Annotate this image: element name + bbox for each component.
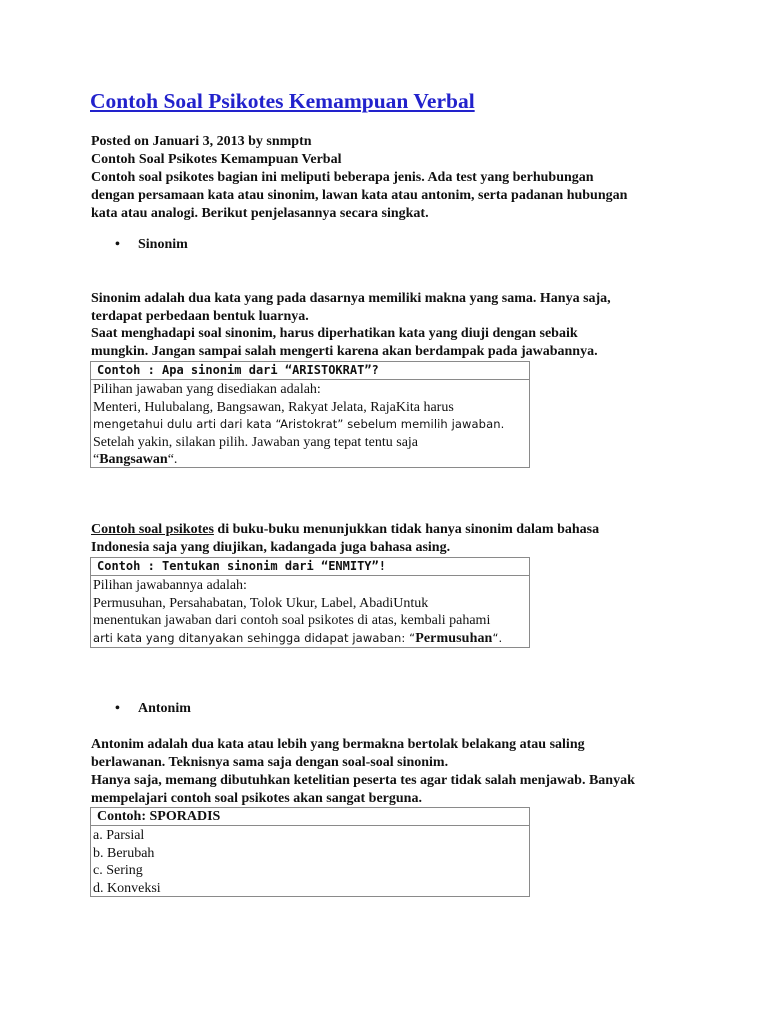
answer-text: Permusuhan [415, 630, 493, 646]
quote-open: “ [93, 452, 100, 467]
option-item: a. Parsial [93, 828, 145, 843]
example-box-line: Pilihan jawabannya adalah: [93, 578, 247, 593]
example-box-heading: Contoh : Tentukan sinonim dari “ENMITY”! [91, 558, 529, 576]
option-item: c. Sering [93, 863, 143, 878]
intro-paragraph-line-2: dengan persamaan kata atau sinonim, lawan kata atau antonim, serta padanan hubungan [91, 188, 628, 203]
example-box-line: mengetahui dulu arti dari kata “Aristokrat” sebelum memilih jawaban. [93, 417, 505, 431]
subtitle-line: Contoh Soal Psikotes Kemampuan Verbal [91, 152, 342, 167]
antonim-paragraph-line-3: Hanya saja, memang dibutuhkan ketelitian peserta tes agar tidak salah menjawab. Banyak [91, 773, 635, 788]
example-box-line: Setelah yakin, silakan pilih. Jawaban yang tepat tentu saja [93, 434, 419, 450]
bullet-icon: • [115, 701, 120, 716]
sinonim-paragraph2-line-1 [91, 521, 599, 538]
example-box-answer-line [93, 451, 527, 469]
option-item: d. Konveksi [93, 880, 161, 896]
example-box-heading: Contoh: SPORADIS [91, 808, 529, 826]
posted-line: Posted on Januari 3, 2013 by snmptn [91, 134, 312, 149]
section-heading-antonim: Antonim [138, 701, 191, 716]
example-box-line: Pilihan jawaban yang disediakan adalah: [93, 382, 321, 397]
option-item: b. Berubah [93, 845, 155, 861]
paragraph-text: di buku-buku menunjukkan tidak hanya sinonim dalam bahasa [213, 522, 600, 537]
example-box-enmity [90, 557, 530, 648]
intro-paragraph-line-3: kata atau analogi. Berikut penjelasannya secara singkat. [91, 206, 429, 221]
intro-paragraph-line-1: Contoh soal psikotes bagian ini meliputi beberapa jenis. Ada test yang berhubungan [91, 170, 594, 185]
example-box-heading: Contoh : Apa sinonim dari “ARISTOKRAT”? [91, 362, 529, 380]
sinonim-paragraph-line-2: terdapat perbedaan bentuk luarnya. [91, 309, 309, 324]
answer-prefix: arti kata yang ditanyakan sehingga didapat jawaban: “ [93, 630, 416, 645]
quote-close: “. [167, 452, 178, 467]
antonim-paragraph-line-1: Antonim adalah dua kata atau lebih yang bermakna bertolak belakang atau saling [91, 737, 585, 752]
answer-text: Bangsawan [99, 452, 168, 467]
antonim-paragraph-line-4: mempelajari contoh soal psikotes akan sangat berguna. [91, 791, 422, 806]
quote-close: “. [492, 630, 503, 645]
bullet-icon: • [115, 237, 120, 252]
example-box-answer-line [93, 630, 527, 648]
example-box-aristokrat [90, 361, 530, 468]
example-box-line: Menteri, Hulubalang, Bangsawan, Rakyat Jelata, RajaKita harus [93, 399, 454, 415]
article-title-link[interactable]: Contoh Soal Psikotes Kemampuan Verbal [90, 89, 475, 113]
example-box-line: Permusuhan, Persahabatan, Tolok Ukur, Label, AbadiUntuk [93, 595, 429, 611]
antonim-paragraph-line-2: berlawanan. Teknisnya sama saja dengan soal-soal sinonim. [91, 755, 449, 770]
contoh-soal-psikotes-link[interactable]: Contoh soal psikotes [91, 522, 214, 537]
example-box-sporadis [90, 807, 530, 897]
sinonim-paragraph-line-3: Saat menghadapi soal sinonim, harus diperhatikan kata yang diuji dengan sebaik [91, 326, 578, 341]
section-heading-sinonim: Sinonim [138, 237, 188, 252]
sinonim-paragraph2-line-2: Indonesia saja yang diujikan, kadangada juga bahasa asing. [91, 540, 451, 555]
sinonim-paragraph-line-4: mungkin. Jangan sampai salah mengerti karena akan berdampak pada jawabannya. [91, 344, 598, 359]
example-box-line: menentukan jawaban dari contoh soal psikotes di atas, kembali pahami [93, 613, 491, 628]
sinonim-paragraph-line-1: Sinonim adalah dua kata yang pada dasarnya memiliki makna yang sama. Hanya saja, [91, 291, 611, 306]
